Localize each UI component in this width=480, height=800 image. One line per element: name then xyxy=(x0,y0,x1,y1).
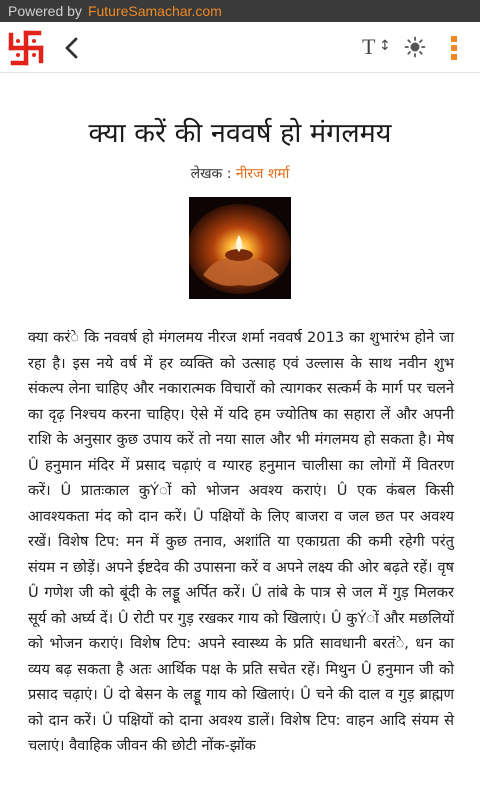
swastika-logo-icon[interactable] xyxy=(6,29,46,67)
author-line xyxy=(0,164,480,183)
text-size-icon[interactable] xyxy=(362,34,391,60)
app-toolbar xyxy=(0,22,480,73)
article-title: क्या करें की नववर्ष हो मंगलमय xyxy=(88,118,392,149)
article-body: क्या करंे कि नववर्ष हो मंगलमय नीरज शर्मा नववर्ष 2013 का शुभारंभ होने जा रहा है। इस नये वर्ष में हर व्यक्ति को उत्साह एवं उल्लास के साथ नवीन शुभ संकल्प लेना चाहिए और नकारात्मक विचारों को त्यागकर सत्कर्म के मार्ग पर चलने का दृढ़ निश्चय करना चाहिए। ऐसे में यदि हम ज्योतिष का सहारा लें और अपनी राशि के अनुसार कुछ उपाय करें तो नया साल और भी मंगलमय हो सकता है। मेष Û हनुमान मंदिर में प्रसाद चढ़ाएं व ग्यारह हनुमान चालीसा का लोगों में वितरण करें। Û प्रातःकाल कुÝों को भोजन अवश्य कराएं। Û एक कंबल किसी आवश्यकता मंद को दान करें। Û पक्षियों के लिए बाजरा व जल छत पर अवश्य रखें। विशेष टिप: मन में कुछ तनाव, अशांति या एकाग्रता की कमी रहेगी परंतु संयम न छोड़ें। अपने ईष्टदेव की उपासना करें व अपने लक्ष्य की ओर बढ़ते रहें। वृष Û गणेश जी को बूंदी के लड्डू अर्पित करें। Û तांबे के पात्र से जल में गुड़ मिलकर सूर्य को अर्घ्य दें। Û रोटी पर गुड़ रखकर गाय को खिलाएं। Û कुÝों और मछलियों को भोजन कराएं। विशेष टिप: अपने स्वास्थ्य के प्रति सावधानी बरतंे, धन का व्यय बढ़ सकता है अतः आर्थिक पक्ष के प्रति सचेत रहें। मिथुन Û हनुमान जी को प्रसाद चढ़ाएं। Û दो बेसन के लड्डू गाय को खिलाएं। Û चने की दाल व गुड़ ब्राह्मण को दान करें। Û पक्षियों को दाना अवश्य डालें। विशेष टिप: वाहन आदि संयम से चलाएं। वैवाहिक जीवन की छोटी नोंक-झोंक xyxy=(28,329,454,754)
overflow-menu-icon[interactable] xyxy=(450,35,458,61)
sun-icon[interactable] xyxy=(404,36,426,58)
author-name-link[interactable]: नीरज शर्मा xyxy=(235,166,290,182)
text-size-label: T xyxy=(362,34,376,59)
powered-by-banner xyxy=(0,0,480,22)
back-arrow-icon[interactable] xyxy=(58,34,86,62)
powered-by-label: Powered by xyxy=(8,3,82,19)
author-label: लेखक : xyxy=(190,166,232,182)
text-size-arrow: ↕ xyxy=(379,38,391,54)
powered-by-brand-link[interactable]: FutureSamachar.com xyxy=(87,3,222,19)
hands-holding-diya-image xyxy=(189,197,291,299)
